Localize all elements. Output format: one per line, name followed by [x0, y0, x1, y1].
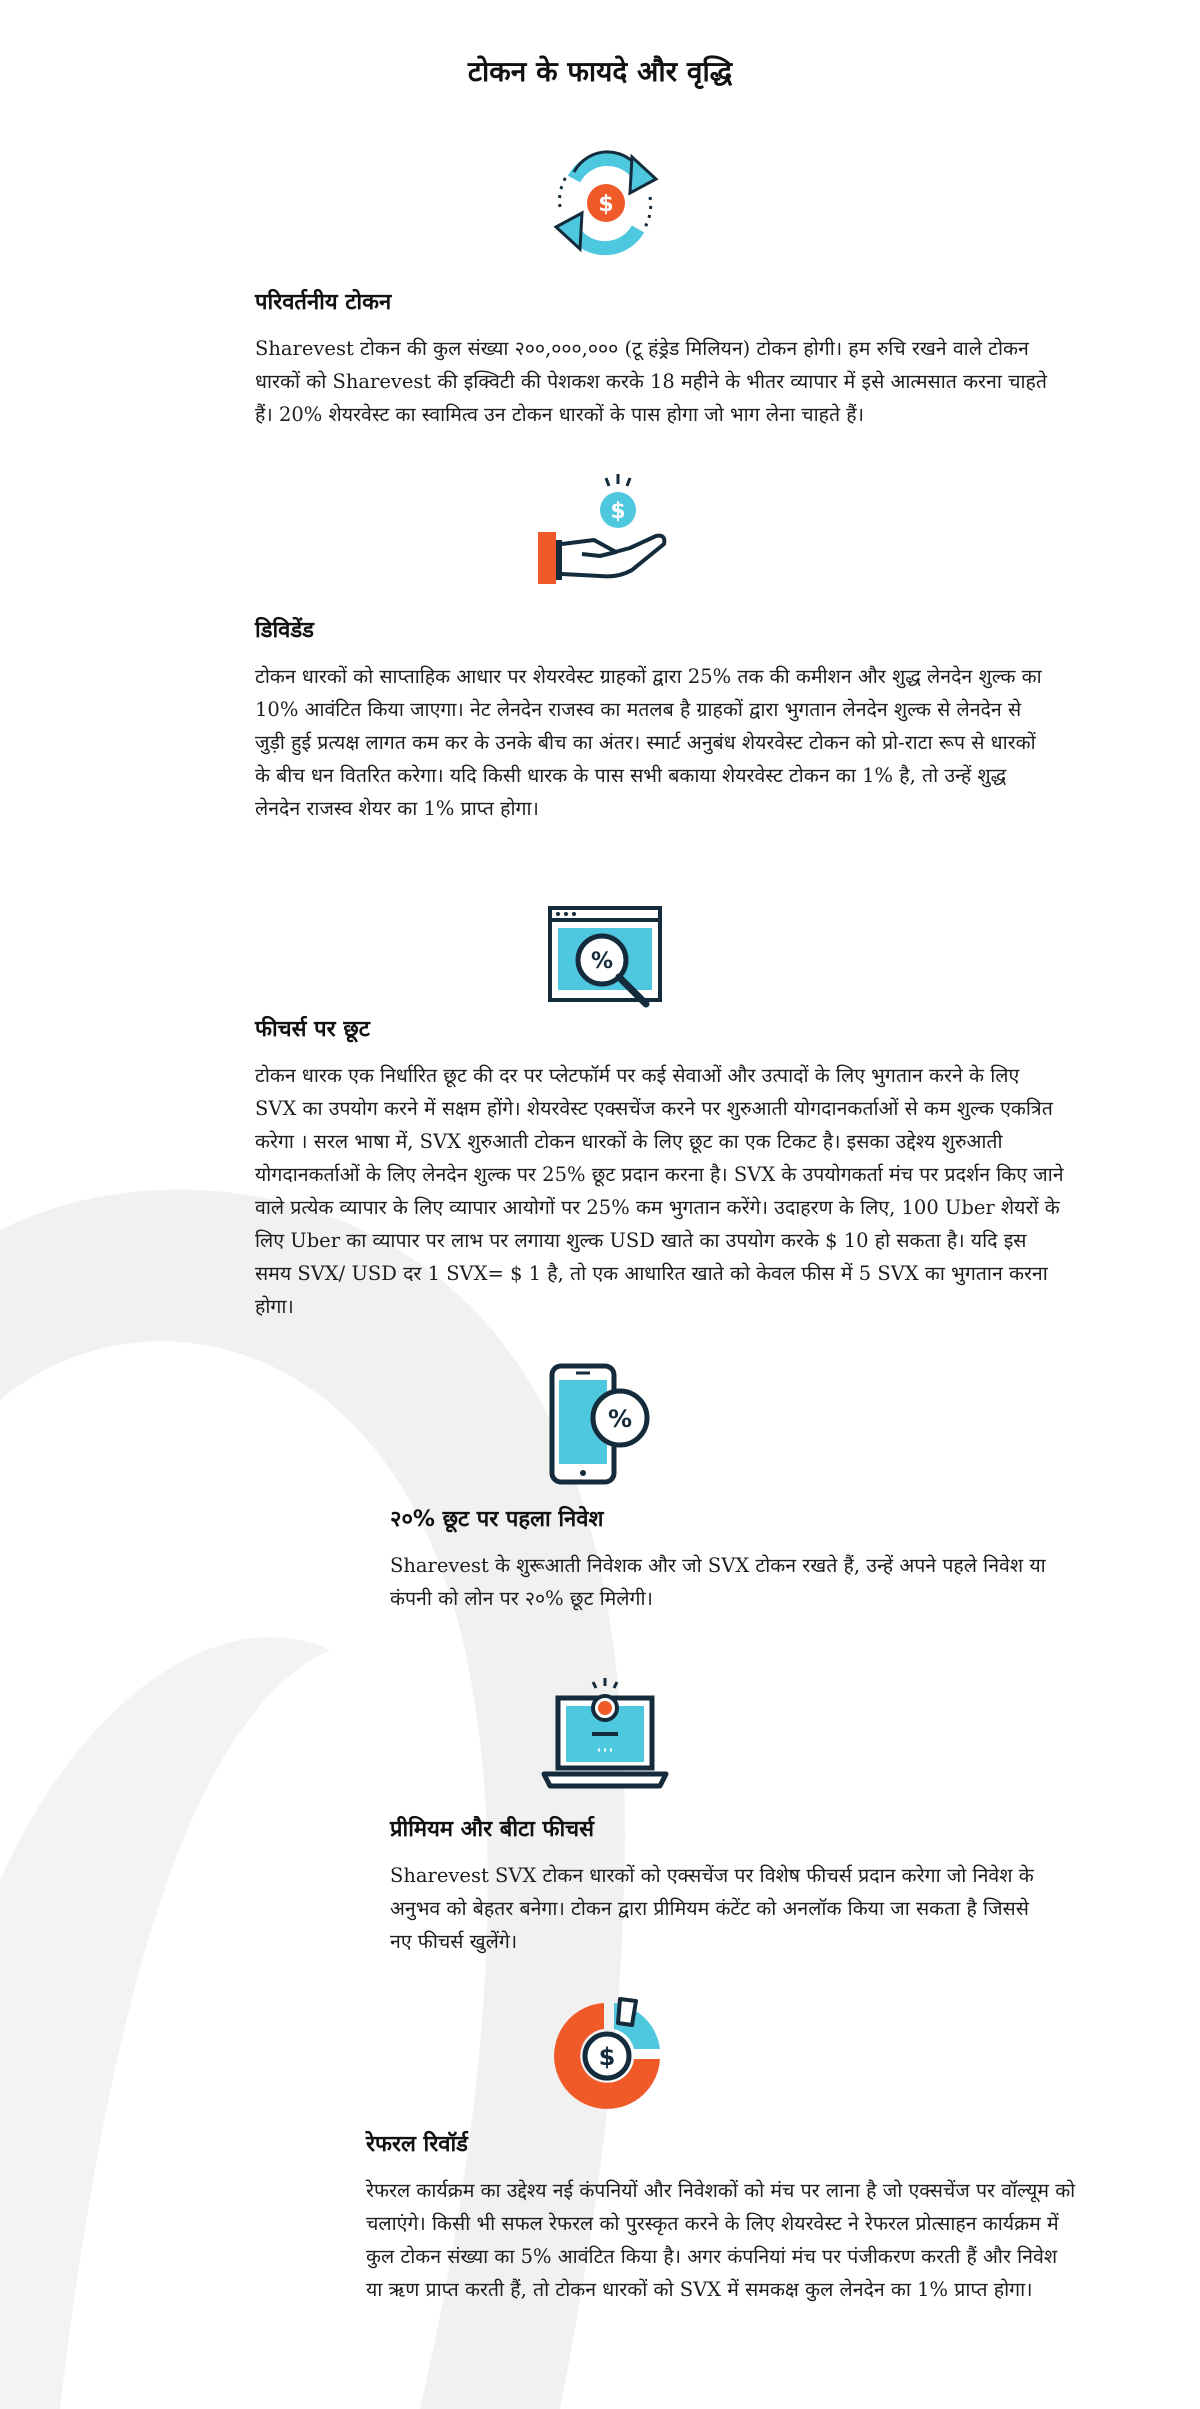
section-text: Sharevest SVX टोकन धारकों को एक्सचेंज पर विशेष फीचर्स प्रदान करेगा जो निवेश के अनुभव को बेहतर बनेगा। टोकन द्वारा प्रीमियम कंटेंट को अनलॉक किया जा सकता है जिससे नए फीचर्स खुलेंगे। — [390, 1864, 1034, 1953]
section-title: डिविडेंड — [255, 618, 314, 643]
page-title: टोकन के फायदे और वृद्धि — [467, 55, 733, 88]
section-text: टोकन धारकों को साप्ताहिक आधार पर शेयरवेस्ट ग्राहकों द्वारा 25% तक की कमीशन और शुद्ध लेनदेन शुल्क का 10% आवंटित किया जाएगा। नेट लेनदेन राजस्व का मतलब है ग्राहकों द्वारा भुगतान लेनदेन शुल्क से लेनदेन से जुड़ी हुई प्रत्यक्ष लागत कम कर के उनके बीच का अंतर। स्मार्ट अनुबंध शेयरवेस्ट टोकन को प्रो-राटा रूप से धारकों के बीच धन वितरित करेगा। यदि किसी धारक के पास सभी बकाया शेयरवेस्ट टोकन का 1% है, तो उन्हें शुद्ध लेनदेन राजस्व शेयर का 1% प्राप्त होगा। — [255, 665, 1042, 820]
section-text: रेफरल कार्यक्रम का उद्देश्य नई कंपनियों और निवेशकों को मंच पर लाना है जो एक्सचेंज पर वॉल्यूम को चलाएंगे। किसी भी सफल रेफरल को पुरस्कृत करने के लिए शेयरवेस्ट ने रेफरल प्रोत्साहन कार्यक्रम में कुल टोकन संख्या का 5% आवंटित किया है। अगर कंपनियां मंच पर पंजीकरण करती हैं और निवेश या ऋण प्राप्त करती हैं, तो टोकन धारकों को SVX में समकक्ष कुल लेनदेन का 1% प्राप्त होगा। — [366, 2179, 1076, 2301]
section-first-investment — [390, 1503, 1050, 1615]
section-title: प्रीमियम और बीटा फीचर्स — [390, 1817, 595, 1842]
laptop-premium-icon — [536, 1674, 674, 1792]
dollar-ring-chart-icon — [546, 1995, 668, 2117]
section-title: २०% छूट पर पहला निवेश — [390, 1507, 604, 1532]
hand-coin-icon — [534, 470, 674, 590]
dollar-exchange-icon — [546, 137, 666, 269]
section-referral-reward — [366, 2128, 1076, 2306]
section-text: Sharevest के शुरूआती निवेशक और जो SVX टोकन रखते हैं, उन्हें अपने पहले निवेश या कंपनी को लोन पर २०% छूट मिलेगी। — [390, 1554, 1046, 1610]
svg-text:$: $ — [598, 192, 614, 217]
phone-discount-icon — [548, 1362, 660, 1488]
svg-text:%: % — [590, 949, 614, 974]
section-text: Sharevest टोकन की कुल संख्या २००,०००,००० (टू हंड्रेड मिलियन) टोकन होगी। हम रुचि रखने वाले टोकन धारकों को Sharevest की इक्विटी की पेशकश करके 18 महीने के भीतर व्यापार में इसे आत्मसात करना चाहते हैं। 20% शेयरवेस्ट का स्वामित्व उन टोकन धारकों के पास होगा जो भाग लेना चाहते हैं। — [255, 337, 1047, 426]
section-feature-discount — [255, 1013, 1065, 1323]
section-title: रेफरल रिवॉर्ड — [366, 2132, 468, 2157]
section-title: परिवर्तनीय टोकन — [255, 290, 392, 315]
section-text: टोकन धारक एक निर्धारित छूट की दर पर प्लेटफॉर्म पर कई सेवाओं और उत्पादों के लिए भुगतान करने के लिए SVX का उपयोग करने में सक्षम होंगे। शेयरवेस्ट एक्सचेंज करने पर शुरुआती योगदानकर्ताओं से कम शुल्क एकत्रित करेगा । सरल भाषा में, SVX शुरुआती टोकन धारकों के लिए छूट का एक टिकट है। इसका उद्देश्य शुरुआती योगदानकर्ताओं के लिए लेनदेन शुल्क पर 25% छूट प्रदान करना है। SVX के उपयोगकर्ता मंच पर प्रदर्शन किए जाने वाले प्रत्येक व्यापार के लिए व्यापार आयोगों पर 25% कम भुगतान करेंगे। उदाहरण के लिए, 100 Uber शेयरों के लिए Uber का व्यापार पर लाभ पर लगाया शुल्क USD खाते का उपयोग करके $ 10 हो सकता है। यदि इस समय SVX/ USD दर 1 SVX= $ 1 है, तो एक आधारित खाते को केवल फीस में 5 SVX का भुगतान करना होगा। — [255, 1064, 1064, 1318]
section-dividend — [255, 614, 1055, 825]
svg-text:$: $ — [610, 499, 626, 524]
section-title: फीचर्स पर छूट — [255, 1017, 370, 1042]
browser-discount-search-icon — [546, 904, 666, 1016]
svg-text:$: $ — [598, 2043, 616, 2071]
section-premium-beta — [390, 1813, 1050, 1958]
svg-text:%: % — [607, 1405, 633, 1433]
section-convertible-token — [255, 286, 1055, 431]
